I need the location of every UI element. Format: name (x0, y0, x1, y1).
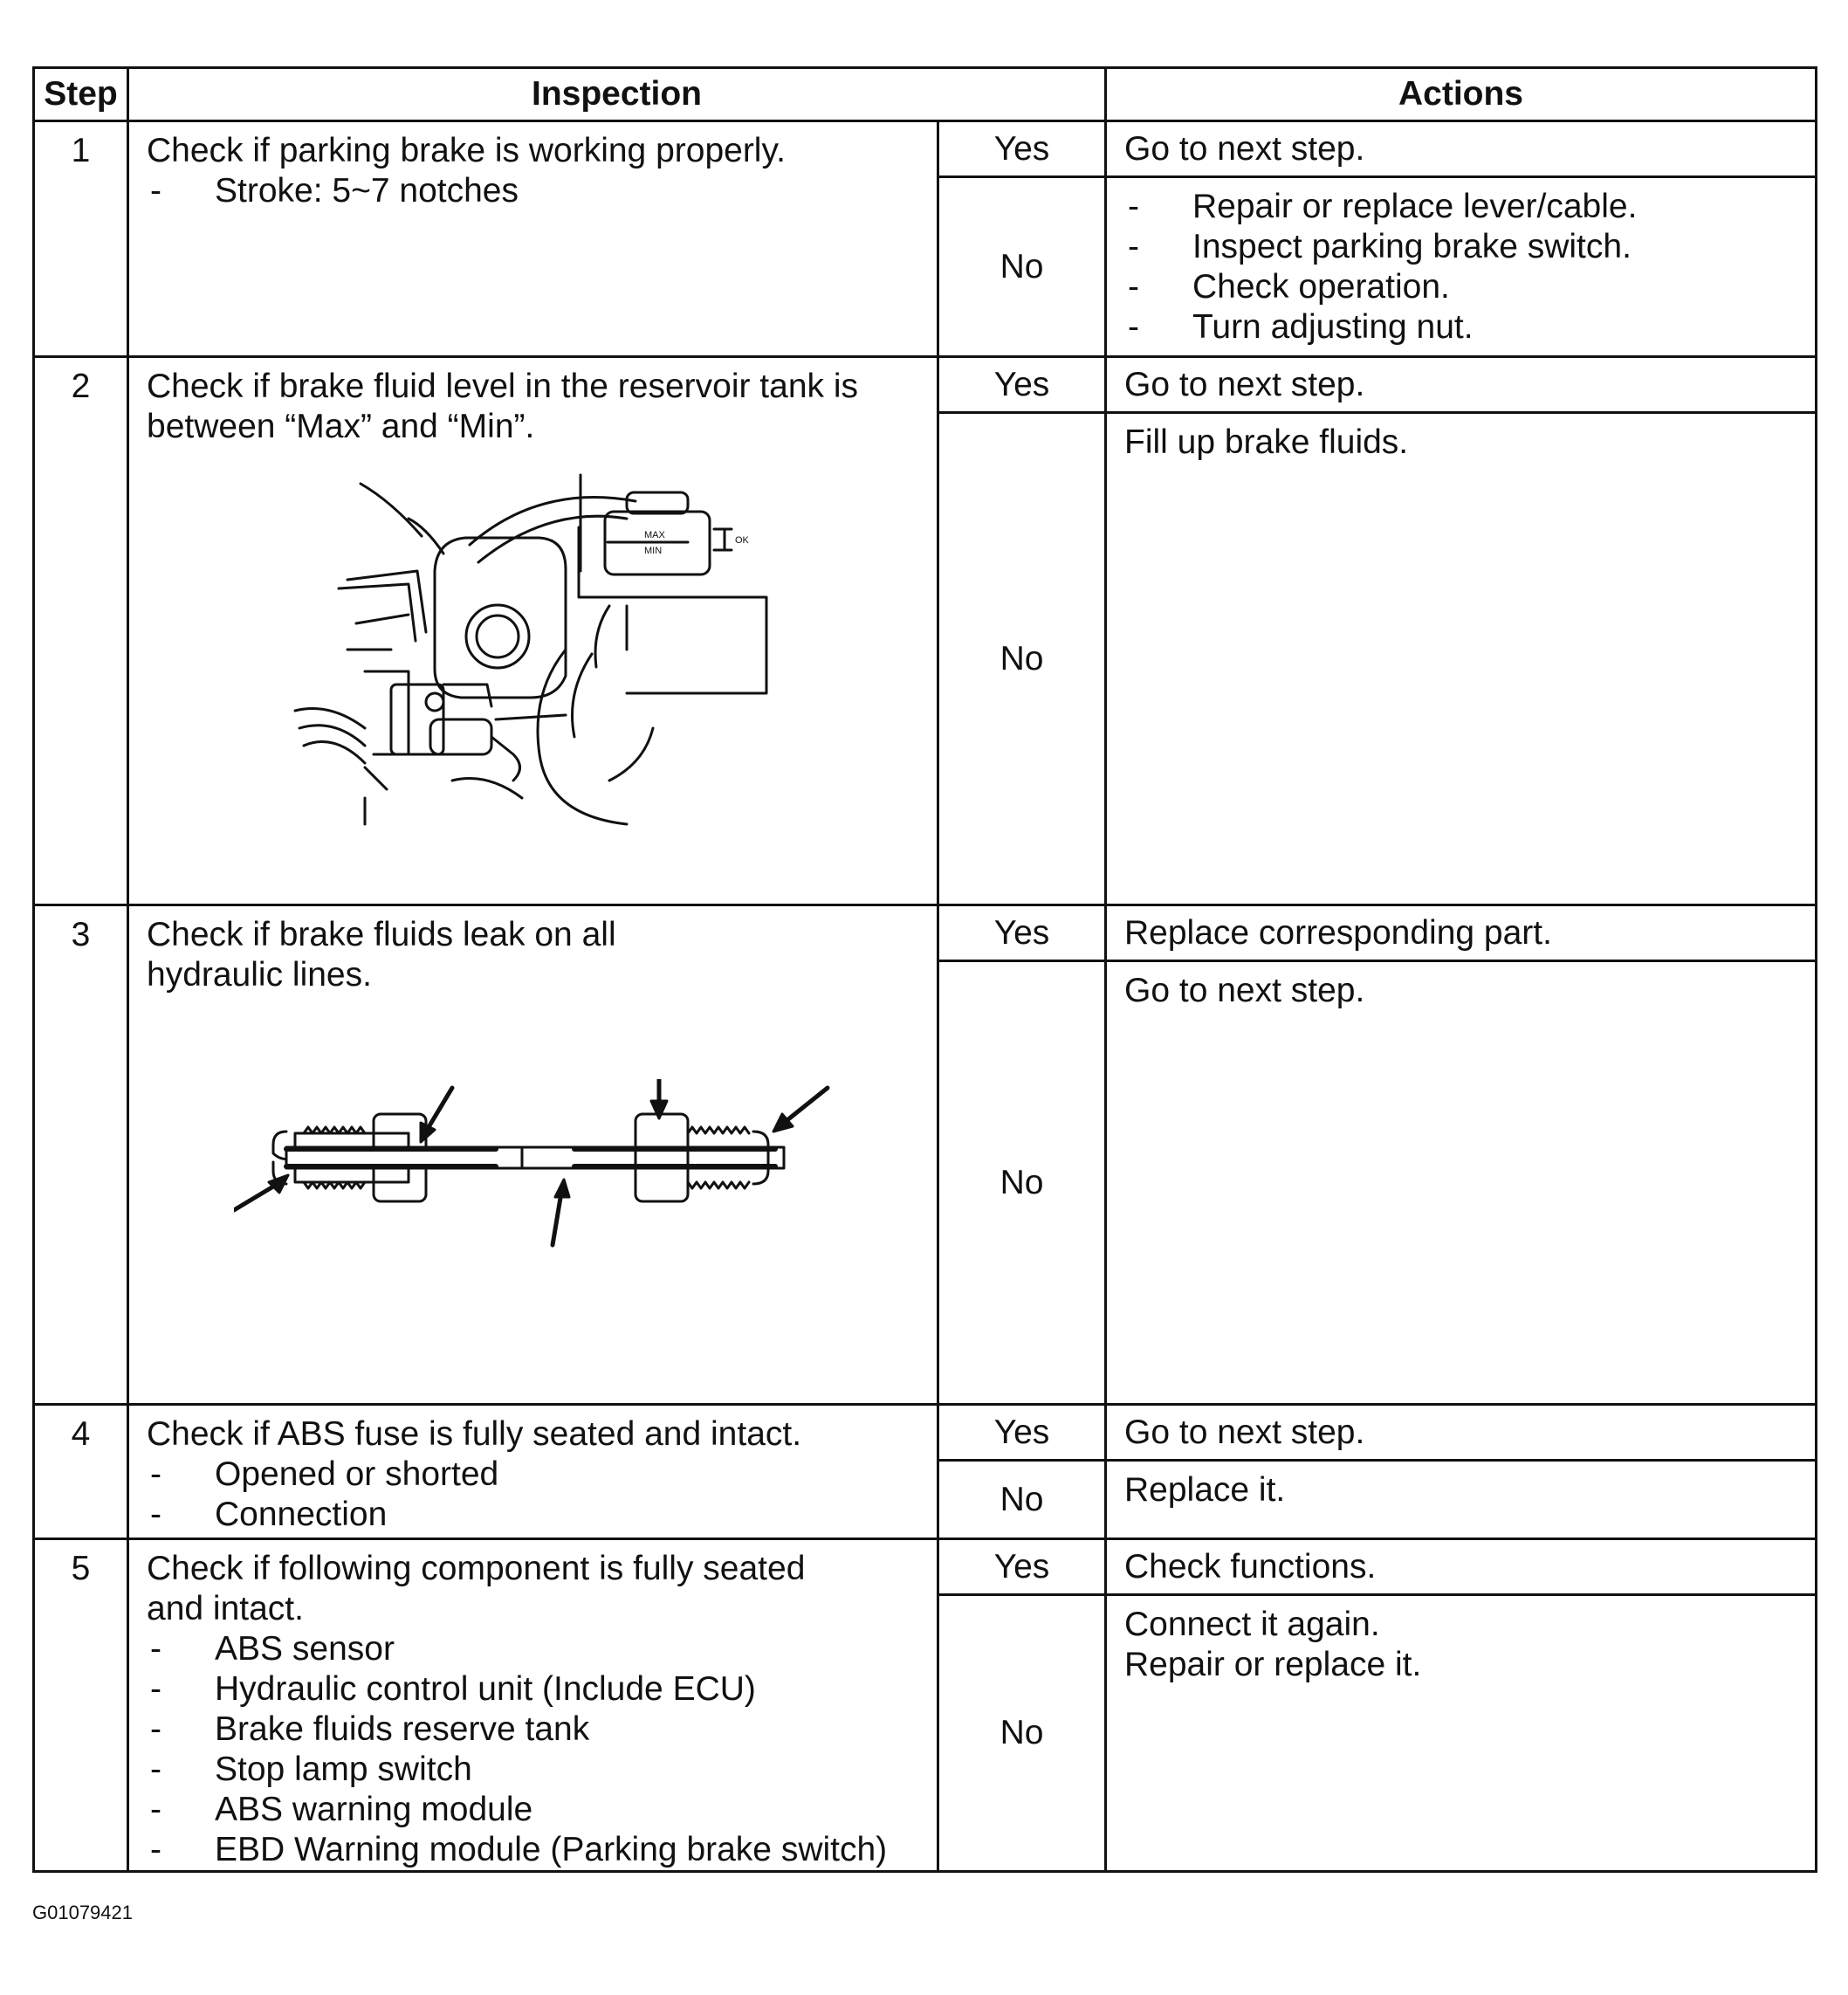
inspection-bullets (147, 1629, 923, 1870)
yes-action: Go to next step. (1106, 121, 1817, 177)
step-number: 2 (34, 357, 128, 905)
inspection-text: Check if brake fluids leak on all hydraulic lines. (147, 916, 616, 994)
list-item: - Brake fluids reserve tank (147, 1710, 923, 1750)
step-3-yes-row (34, 905, 1817, 961)
action-line: Connect it again. (1124, 1606, 1380, 1644)
list-item: - Opened or shorted (147, 1455, 923, 1495)
step-number: 1 (34, 121, 128, 357)
list-item: - Turn adjusting nut. (1124, 307, 1801, 347)
max-label: MAX (644, 530, 665, 540)
inspection-bullets (147, 1455, 923, 1535)
list-item: - Connection (147, 1495, 923, 1535)
list-item: - ABS warning module (147, 1790, 923, 1830)
action-line: Repair or replace it. (1124, 1646, 1422, 1684)
no-label: No (938, 413, 1106, 905)
min-label: MIN (644, 546, 663, 556)
header-actions: Actions (1106, 68, 1817, 121)
no-label: No (938, 1595, 1106, 1872)
no-label: No (938, 961, 1106, 1405)
yes-action: Go to next step. (1106, 357, 1817, 413)
list-item: - EBD Warning module (Parking brake switch) (147, 1830, 923, 1870)
step-1-inspection (128, 121, 938, 357)
step-1-yes-row (34, 121, 1817, 177)
list-item: - Check operation. (1124, 267, 1801, 307)
master-cylinder-illustration (278, 466, 784, 833)
no-label: No (938, 1461, 1106, 1539)
list-item: - Stop lamp switch (147, 1750, 923, 1790)
inspection-bullets (147, 171, 923, 211)
figure-code: G01079421 (32, 1902, 133, 1923)
no-actions (1106, 1595, 1817, 1872)
inspection-text: Check if ABS fuse is fully seated and intact. (147, 1415, 802, 1453)
step-3-inspection (128, 905, 938, 1405)
list-item: - Inspect parking brake switch. (1124, 227, 1801, 267)
inspection-text: Check if parking brake is working properly. (147, 132, 786, 169)
header-step: Step (34, 68, 128, 121)
no-action: Go to next step. (1106, 961, 1817, 1405)
inspection-text: Check if brake fluid level in the reservoir tank is between “Max” and “Min”. (147, 368, 859, 445)
yes-action: Go to next step. (1106, 1405, 1817, 1461)
yes-label: Yes (938, 1539, 1106, 1595)
list-item: - ABS sensor (147, 1629, 923, 1669)
step-number: 5 (34, 1539, 128, 1872)
yes-label: Yes (938, 357, 1106, 413)
no-action: Replace it. (1106, 1461, 1817, 1539)
inspection-text: Check if following component is fully seated and intact. (147, 1550, 806, 1627)
action-list (1124, 187, 1801, 347)
table-header-row (34, 68, 1817, 121)
step-number: 4 (34, 1405, 128, 1539)
step-2-inspection (128, 357, 938, 905)
list-item: - Repair or replace lever/cable. (1124, 187, 1801, 227)
step-4-inspection (128, 1405, 938, 1539)
header-inspection: Inspection (128, 68, 1106, 121)
step-5-yes-row (34, 1539, 1817, 1595)
list-item: - Hydraulic control unit (Include ECU) (147, 1669, 923, 1710)
step-2-yes-row (34, 357, 1817, 413)
no-actions (1106, 177, 1817, 357)
step-number: 3 (34, 905, 128, 1405)
hydraulic-fitting-illustration (234, 1079, 845, 1254)
yes-label: Yes (938, 121, 1106, 177)
yes-label: Yes (938, 1405, 1106, 1461)
inspection-table (32, 66, 1817, 1873)
ok-label: OK (735, 535, 749, 546)
no-label: No (938, 177, 1106, 357)
yes-label: Yes (938, 905, 1106, 961)
no-action: Fill up brake fluids. (1106, 413, 1817, 905)
step-4-yes-row (34, 1405, 1817, 1461)
step-5-inspection (128, 1539, 938, 1872)
yes-action: Check functions. (1106, 1539, 1817, 1595)
yes-action: Replace corresponding part. (1106, 905, 1817, 961)
list-item: - Stroke: 5~7 notches (147, 171, 923, 211)
